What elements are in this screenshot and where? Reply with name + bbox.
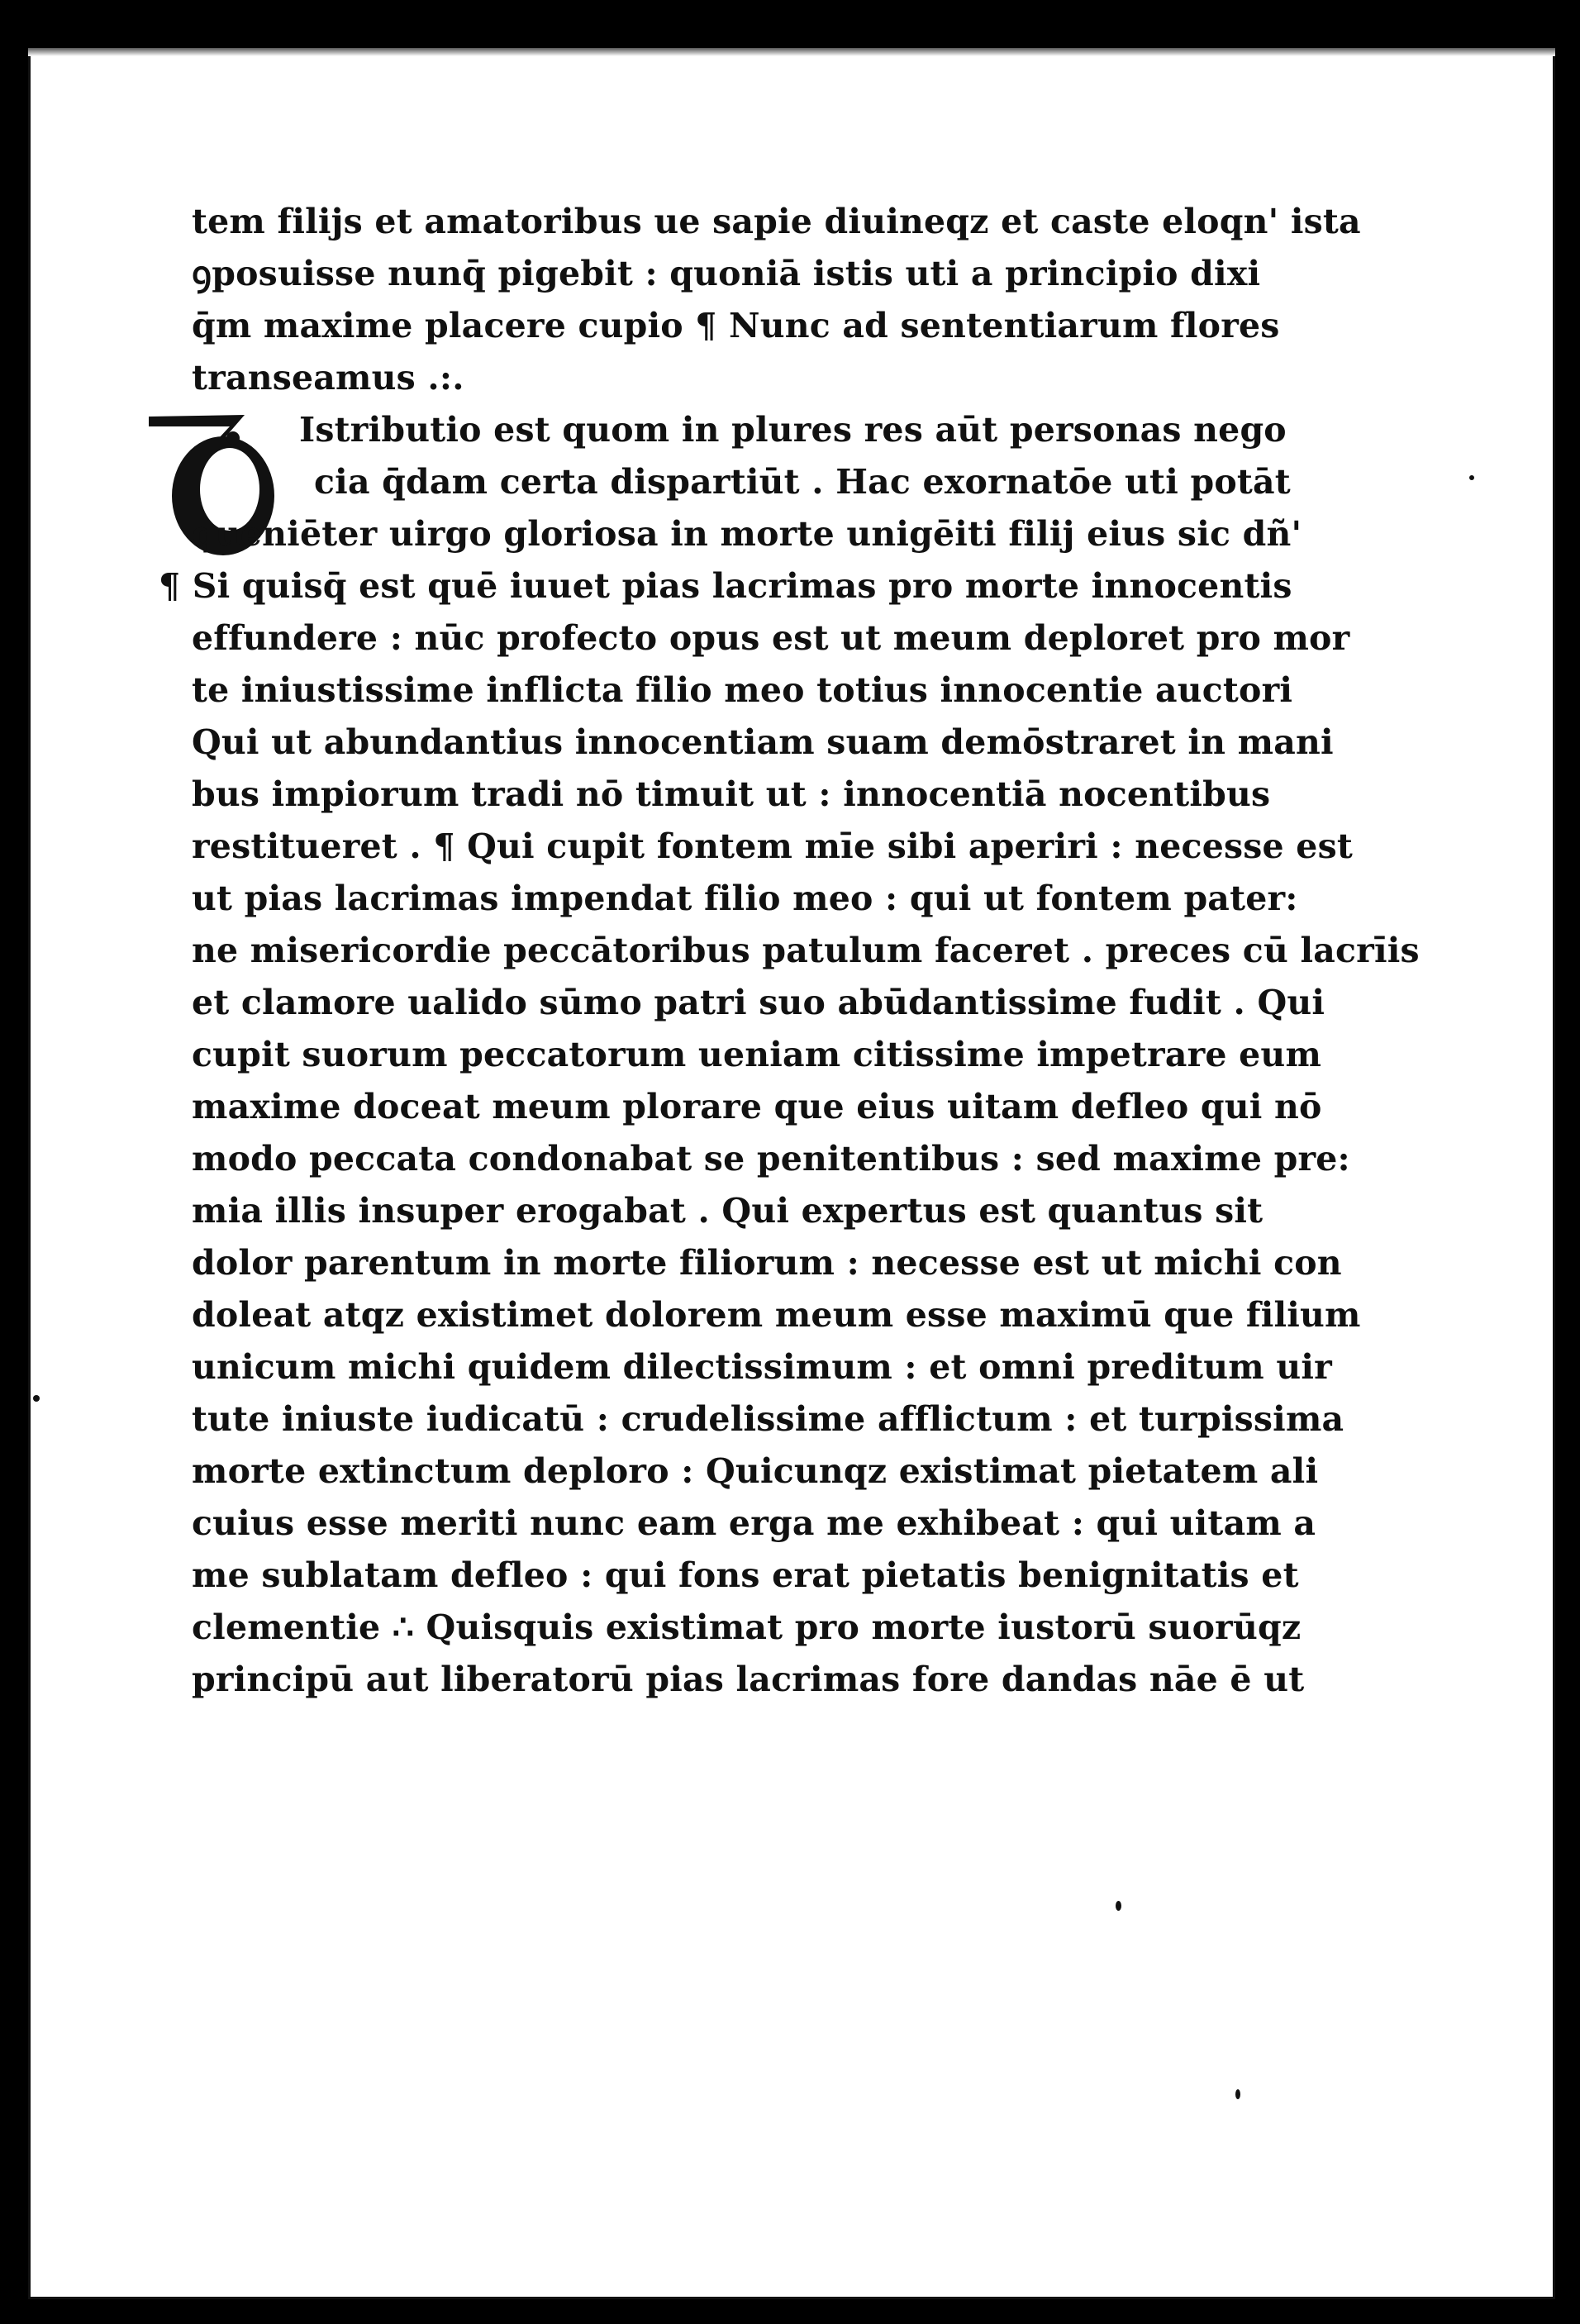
text-line: dolor parentum in morte filiorum : necesse est ut michi con: [192, 1243, 1342, 1283]
text-line: q̄m maxime placere cupio ¶ Nunc ad sententiarum flores: [192, 306, 1280, 345]
text-line: effundere : nūc profecto opus est ut meum deploret pro mor: [192, 618, 1350, 658]
text-line: mia illis insuper erogabat . Qui expertus est quantus sit: [192, 1191, 1264, 1231]
text-line: transeamus .:.: [192, 358, 464, 398]
scan-speck: [1235, 2089, 1240, 2099]
text-line: tute iniuste iudicatū : crudelissime afflictum : et turpissima: [192, 1399, 1344, 1439]
text-line: modo peccata condonabat se penitentibus : sed maxime pre:: [192, 1139, 1350, 1179]
text-line: clementie ∴ Quisquis existimat pro morte iustorū suorūqz: [192, 1607, 1302, 1647]
text-line: te iniustissime inflicta filio meo totius innocentie auctori: [192, 670, 1293, 710]
text-line: morte extinctum deploro : Quicunqz existimat pietatem ali: [192, 1451, 1319, 1491]
text-line: ¶ Si quisq̄ est quē iuuet pias lacrimas pro morte innocentis: [159, 566, 1292, 606]
text-line: ut pias lacrimas impendat filio meo : qui ut fontem pater:: [192, 879, 1298, 918]
text-line: cupit suorum peccatorum ueniam citissime impetrare eum: [192, 1035, 1322, 1074]
text-line: maxime doceat meum plorare que eius uitam defleo qui nō: [192, 1087, 1322, 1126]
text-line: cuius esse meriti nunc eam erga me exhibeat : qui uitam a: [192, 1503, 1316, 1543]
text-line: ꝯposuisse nunq̄ pigebit : quoniā istis uti a principio dixi: [192, 254, 1261, 293]
drop-cap-guide-letter: [226, 431, 240, 445]
text-line: bus impiorum tradi nō timuit ut : innocentiā nocentibus: [192, 774, 1271, 814]
text-line: queniēter uirgo gloriosa in morte unigēiti filij eius sic dñ': [192, 514, 1302, 554]
text-line: me sublatam defleo : qui fons erat pietatis benignitatis et: [192, 1555, 1299, 1595]
text-line: ne misericordie peccātoribus patulum faceret . preces cū lacrīis: [192, 931, 1420, 970]
page-top-edge: [28, 48, 1555, 56]
text-line: cia q̄dam certa dispartiūt . Hac exornatōe uti potāt: [314, 462, 1291, 502]
text-line: restitueret . ¶ Qui cupit fontem mīe sibi aperiri : necesse est: [192, 826, 1354, 866]
scan-speck: [33, 1395, 40, 1402]
text-line: Istributio est quom in plures res aūt personas nego: [299, 410, 1287, 450]
text-line: principū aut liberatorū pias lacrimas fore dandas nāe ē ut: [192, 1660, 1305, 1699]
scan-speck: [1116, 1901, 1121, 1911]
scan-speck: [1469, 475, 1474, 480]
text-line: doleat atqz existimet dolorem meum esse maximū que filium: [192, 1295, 1361, 1335]
text-line: tem filijs et amatoribus ue sapie diuineqz et caste eloqn' ista: [192, 202, 1361, 241]
text-line: unicum michi quidem dilectissimum : et omni preditum uir: [192, 1347, 1332, 1387]
text-line: et clamore ualido sūmo patri suo abūdantissime fudit . Qui: [192, 983, 1325, 1022]
text-line: Qui ut abundantius innocentiam suam demōstraret in mani: [192, 722, 1334, 762]
